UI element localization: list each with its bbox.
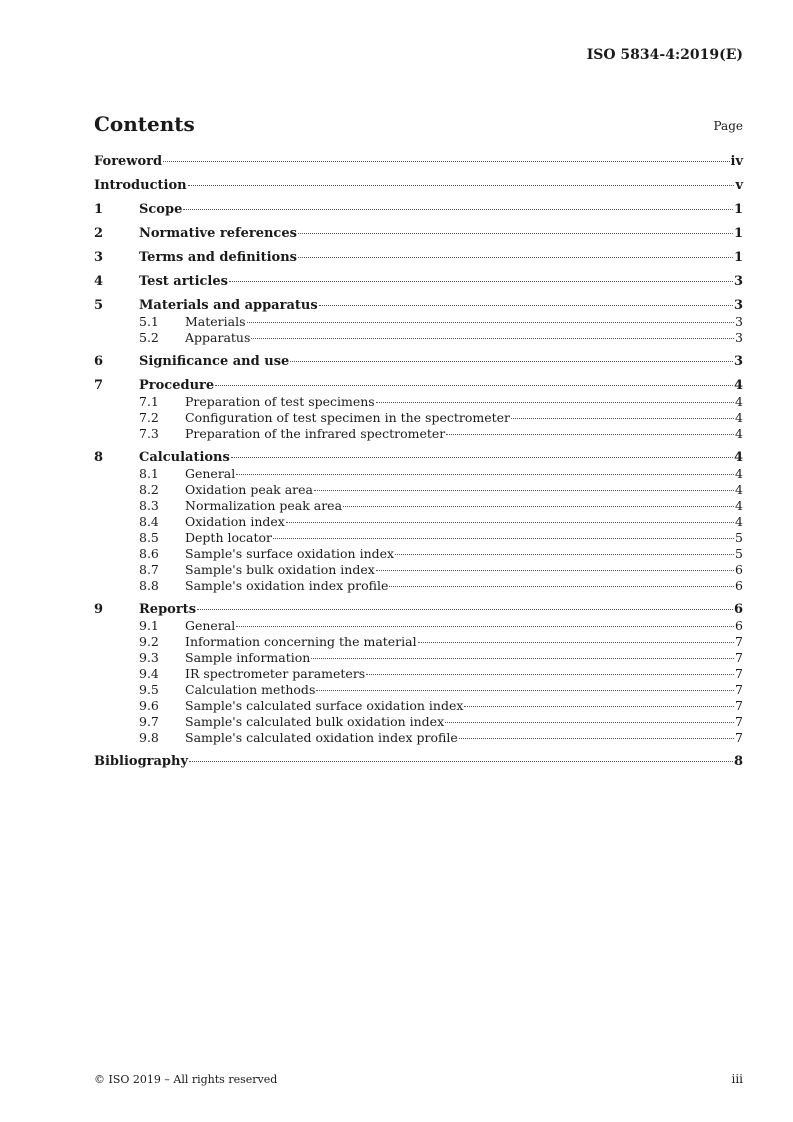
toc-entry[interactable] [94, 666, 743, 682]
toc-entry[interactable] [94, 482, 743, 498]
dot-leader [446, 434, 734, 435]
toc-entry-page: 4 [735, 514, 743, 529]
toc-entry-page: 7 [735, 650, 743, 665]
toc-entry-page: v [735, 178, 743, 193]
toc-entry-number: 2 [94, 226, 104, 241]
toc-entry-label: Depth locator [185, 530, 272, 545]
toc-entry-page: 1 [733, 250, 743, 265]
dot-leader [376, 570, 734, 571]
toc-entry-label: Test articles [139, 274, 228, 289]
toc-subentry-number: 8.5 [139, 530, 159, 545]
dot-leader [247, 322, 735, 323]
toc-entry-label: Bibliography [94, 754, 189, 769]
toc-entry[interactable] [94, 498, 743, 514]
toc-entry-label: Calculations [139, 450, 230, 465]
dot-leader [311, 658, 734, 659]
dot-leader [215, 385, 733, 386]
toc-entry[interactable] [94, 530, 743, 546]
toc-subentry-number: 8.6 [139, 546, 159, 561]
toc-entry-number: 8 [94, 450, 104, 465]
dot-leader [511, 418, 734, 419]
toc-entry-page: 1 [733, 226, 743, 241]
toc-entry[interactable] [94, 514, 743, 530]
toc-entry-page: 7 [735, 714, 743, 729]
toc-entry-page: 6 [735, 618, 743, 633]
toc-subentry-number: 8.8 [139, 578, 159, 593]
toc-entry[interactable] [94, 546, 743, 562]
toc-subentry-number: 8.1 [139, 466, 159, 481]
toc-entry-page: 4 [735, 482, 743, 497]
dot-leader [183, 209, 733, 210]
toc-entry-label: Procedure [139, 378, 215, 393]
toc-entry[interactable] [94, 754, 743, 770]
toc-entry-label: Sample's surface oxidation index [185, 546, 395, 561]
toc-entry[interactable] [94, 178, 743, 194]
toc-subentry-number: 7.2 [139, 410, 159, 425]
toc-entry-label: Significance and use [139, 354, 290, 369]
dot-leader [188, 185, 735, 186]
dot-leader [189, 761, 733, 762]
dot-leader [366, 674, 734, 675]
contents-title: Contents [94, 112, 195, 136]
toc-entry-label: Sample's oxidation index profile [185, 578, 389, 593]
toc-entry[interactable] [94, 618, 743, 634]
toc-entry-page: 7 [735, 698, 743, 713]
toc-entry-page: 5 [735, 546, 743, 561]
page-number: iii [731, 1072, 743, 1086]
toc-entry-page: 7 [735, 634, 743, 649]
toc-entry-page: 6 [733, 602, 743, 617]
toc-entry-label: Normalization peak area [185, 498, 343, 513]
dot-leader [395, 554, 734, 555]
toc-subentry-number: 9.1 [139, 618, 159, 633]
toc-subentry-number: 8.7 [139, 562, 159, 577]
toc-entry-label: Oxidation peak area [185, 482, 313, 497]
toc-entry-label: Terms and definitions [139, 250, 297, 265]
dot-leader [389, 586, 734, 587]
toc-subentry-number: 9.8 [139, 730, 159, 745]
toc-entry-label: Reports [139, 602, 197, 617]
toc-entry-page: 3 [735, 314, 743, 329]
toc-subentry-number: 9.3 [139, 650, 159, 665]
toc-entry[interactable] [94, 698, 743, 714]
dot-leader [418, 642, 734, 643]
toc-entry-label: Introduction [94, 178, 187, 193]
toc-subentry-number: 9.6 [139, 698, 159, 713]
toc-entry[interactable] [94, 466, 743, 482]
page-column-label: Page [713, 119, 743, 133]
toc-entry[interactable] [94, 354, 743, 370]
toc-entry-page: 4 [735, 426, 743, 441]
toc-entry[interactable] [94, 314, 743, 330]
toc-entry[interactable] [94, 562, 743, 578]
toc-entry-number: 9 [94, 602, 104, 617]
toc-entry-page: 5 [735, 530, 743, 545]
toc-subentry-number: 8.3 [139, 498, 159, 513]
toc-entry-label: Preparation of test specimens [185, 394, 375, 409]
toc-entry[interactable] [94, 394, 743, 410]
toc-entry-page: 4 [735, 466, 743, 481]
toc-entry-page: 7 [735, 666, 743, 681]
dot-leader [298, 233, 733, 234]
toc-entry[interactable] [94, 154, 743, 170]
toc-entry-page: 1 [733, 202, 743, 217]
toc-entry-label: Calculation methods [185, 682, 316, 697]
dot-leader [286, 522, 734, 523]
toc-entry-label: Apparatus [185, 330, 251, 345]
toc-entry-page: 4 [735, 410, 743, 425]
toc-entry-page: 3 [735, 330, 743, 345]
toc-subentry-number: 7.3 [139, 426, 159, 441]
dot-leader [197, 609, 733, 610]
dot-leader [314, 490, 734, 491]
table-of-contents [94, 154, 743, 770]
toc-entry-page: 8 [733, 754, 743, 769]
toc-entry[interactable] [94, 330, 743, 346]
toc-entry[interactable] [94, 378, 743, 394]
toc-subentry-number: 7.1 [139, 394, 159, 409]
toc-entry-label: Foreword [94, 154, 163, 169]
toc-entry-number: 3 [94, 250, 104, 265]
dot-leader [319, 305, 733, 306]
toc-entry[interactable] [94, 426, 743, 442]
dot-leader [298, 257, 733, 258]
dot-leader [464, 706, 734, 707]
toc-entry-page: 4 [735, 394, 743, 409]
toc-subentry-number: 5.2 [139, 330, 159, 345]
toc-entry-page: 7 [735, 730, 743, 745]
toc-entry-page: 4 [733, 450, 743, 465]
toc-entry-label: Information concerning the material [185, 634, 417, 649]
toc-entry[interactable] [94, 410, 743, 426]
toc-entry-label: Materials [185, 314, 246, 329]
toc-entry-label: Sample's bulk oxidation index [185, 562, 375, 577]
dot-leader [236, 474, 734, 475]
toc-entry-page: 6 [735, 578, 743, 593]
copyright-notice: © ISO 2019 – All rights reserved [94, 1073, 278, 1086]
toc-entry[interactable] [94, 602, 743, 618]
dot-leader [163, 161, 729, 162]
toc-entry[interactable] [94, 274, 743, 290]
toc-subentry-number: 9.7 [139, 714, 159, 729]
dot-leader [251, 338, 734, 339]
toc-entry-number: 6 [94, 354, 104, 369]
toc-subentry-number: 9.2 [139, 634, 159, 649]
toc-entry[interactable] [94, 298, 743, 314]
toc-entry-label: Normative references [139, 226, 297, 241]
toc-entry-number: 7 [94, 378, 104, 393]
toc-entry-label: General [185, 466, 236, 481]
dot-leader [229, 281, 733, 282]
toc-subentry-number: 8.4 [139, 514, 159, 529]
toc-entry-page: 7 [735, 682, 743, 697]
dot-leader [290, 361, 733, 362]
toc-entry-label: Preparation of the infrared spectrometer [185, 426, 446, 441]
toc-entry-page: 3 [733, 274, 743, 289]
toc-subentry-number: 5.1 [139, 314, 159, 329]
dot-leader [231, 457, 733, 458]
toc-entry[interactable] [94, 682, 743, 698]
toc-entry-label: Scope [139, 202, 183, 217]
toc-entry-page: 4 [735, 498, 743, 513]
toc-entry-page: iv [730, 154, 743, 169]
toc-subentry-number: 9.5 [139, 682, 159, 697]
toc-entry-page: 3 [733, 298, 743, 313]
toc-entry[interactable] [94, 578, 743, 594]
toc-entry-page: 3 [733, 354, 743, 369]
toc-entry[interactable] [94, 226, 743, 242]
toc-entry-number: 1 [94, 202, 104, 217]
dot-leader [459, 738, 734, 739]
toc-entry-label: Configuration of test specimen in the spectrometer [185, 410, 511, 425]
dot-leader [316, 690, 734, 691]
toc-subentry-number: 9.4 [139, 666, 159, 681]
toc-entry-page: 4 [733, 378, 743, 393]
toc-entry-number: 4 [94, 274, 104, 289]
toc-entry[interactable] [94, 634, 743, 650]
toc-entry-number: 5 [94, 298, 104, 313]
toc-entry-label: Sample's calculated bulk oxidation index [185, 714, 445, 729]
toc-entry[interactable] [94, 714, 743, 730]
toc-entry-label: Sample information [185, 650, 311, 665]
toc-entry-label: Sample's calculated surface oxidation index [185, 698, 464, 713]
toc-entry[interactable] [94, 730, 743, 746]
toc-entry-label: IR spectrometer parameters [185, 666, 366, 681]
toc-entry-label: Oxidation index [185, 514, 285, 529]
dot-leader [343, 506, 734, 507]
dot-leader [273, 538, 734, 539]
toc-subentry-number: 8.2 [139, 482, 159, 497]
toc-entry-label: General [185, 618, 236, 633]
dot-leader [236, 626, 734, 627]
toc-entry[interactable] [94, 450, 743, 466]
document-id: ISO 5834-4:2019(E) [586, 47, 743, 63]
toc-entry-label: Sample's calculated oxidation index profile [185, 730, 458, 745]
toc-entry-label: Materials and apparatus [139, 298, 318, 313]
toc-entry[interactable] [94, 202, 743, 218]
toc-entry[interactable] [94, 650, 743, 666]
toc-entry[interactable] [94, 250, 743, 266]
toc-entry-page: 6 [735, 562, 743, 577]
dot-leader [376, 402, 734, 403]
dot-leader [445, 722, 734, 723]
